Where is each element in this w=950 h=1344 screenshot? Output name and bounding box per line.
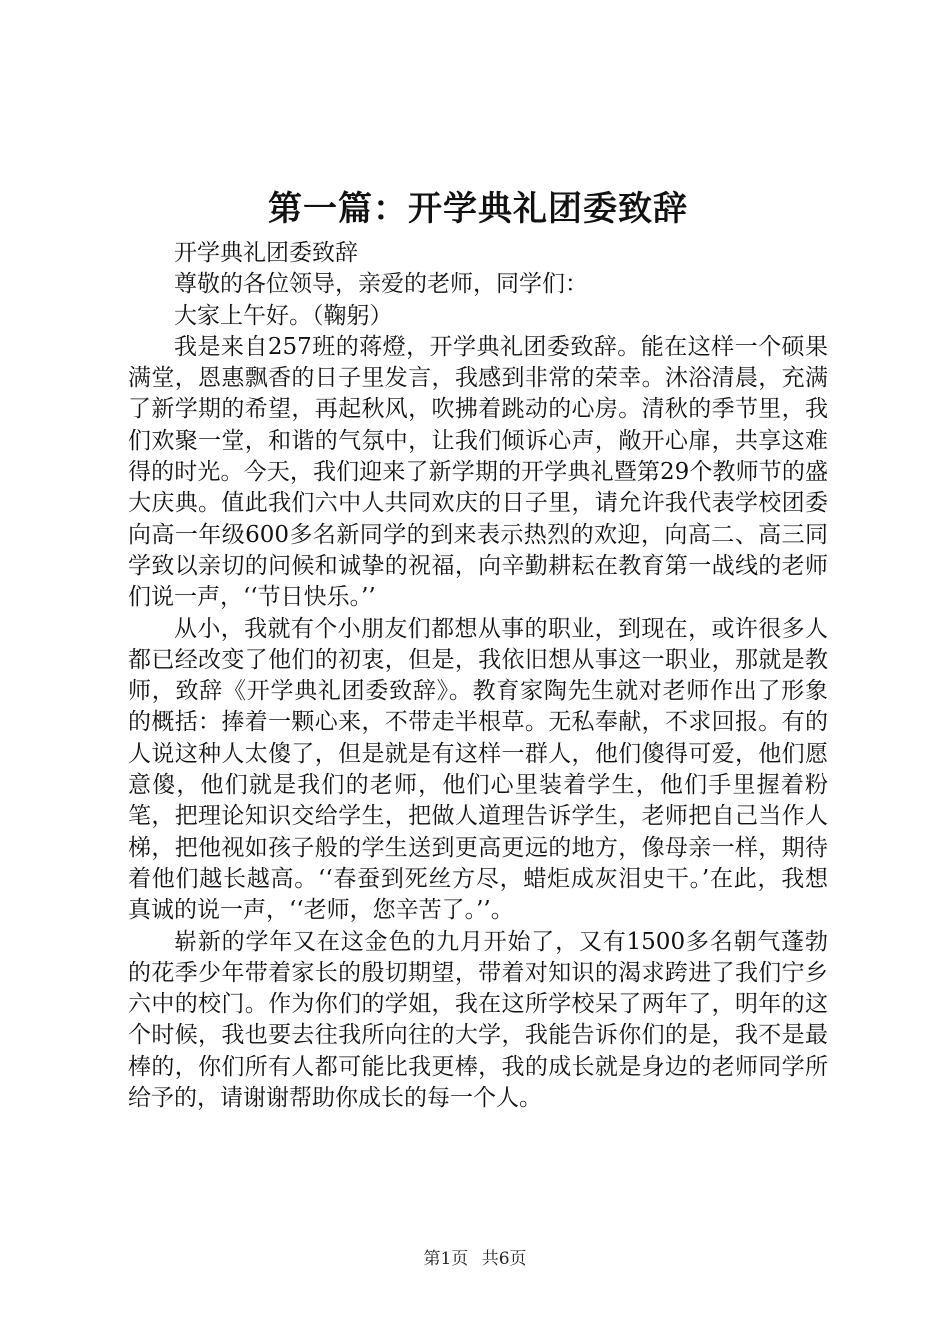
paragraph-3: 崭新的学年又在这金色的九月开始了，又有1500多名朝气蓬勃的花季少年带着家长的殷切期望，带着对知识的渴求跨进了我们宁乡六中的校门。作为你们的学姐，我在这所学校呆了两年了，明年的这个时候，我也要去往我所向往的大学，我能告诉你们的是，我不是最棒的，你们所有人都可能比我更棒，我的成长就是身边的老师同学所给予的，请谢谢帮助你成长的每一个人。: [128, 928, 828, 1112]
document-page: [128, 186, 828, 1114]
page-total: 共6页: [481, 1249, 527, 1269]
paragraph-1: 我是来自257班的蒋燈，开学典礼团委致辞。能在这样一个硕果满堂，恩惠飘香的日子里发言，我感到非常的荣幸。沐浴清晨，充满了新学期的希望，再起秋风，吹拂着跳动的心房。清秋的季节里，我们欢聚一堂，和谐的气氛中，让我们倾诉心声，敞开心扉，共享这难得的时光。今天，我们迎来了新学期的开学典礼暨第29个教师节的盛大庆典。值此我们六中人共同欢庆的日子里，请允许我代表学校团委向高一年级600多名新同学的到来表示热烈的欢迎，向高二、高三同学致以亲切的问候和诚挚的祝福，向辛勤耕耘在教育第一战线的老师们说一声，‘‘节日快乐。’’: [128, 333, 828, 611]
paragraph-2: 从小，我就有个小朋友们都想从事的职业，到现在，或许很多人都已经改变了他们的初衷，但是，我依旧想从事这一职业，那就是教师，致辞《开学典礼团委致辞》。教育家陶先生就对老师作出了形象的概括：捧着一颗心来，不带走半根草。无私奉献，不求回报。有的人说这种人太傻了，但是就是有这样一群人，他们傻得可爱，他们愿意傻，他们就是我们的老师，他们心里装着学生，他们手里握着粉笔，把理论知识交给学生，把做人道理告诉学生，老师把自己当作人梯，把他视如孩子般的学生送到更高更远的地方，像母亲一样，期待着他们越长越高。‘‘春蚕到死丝方尽，蜡炬成灰泪史干。’在此，我想真诚的说一声，‘‘老师，您辛苦了。’’。: [128, 615, 828, 924]
document-heading: 开学典礼团委致辞: [174, 240, 358, 266]
page-footer: [0, 1244, 950, 1269]
salutation: 尊敬的各位领导，亲爱的老师，同学们：: [174, 271, 588, 298]
page-number: 第1页: [423, 1249, 469, 1269]
greeting: 大家上午好。（鞠躬）: [174, 302, 393, 329]
document-title: 第一篇：开学典礼团委致辞: [268, 189, 688, 229]
